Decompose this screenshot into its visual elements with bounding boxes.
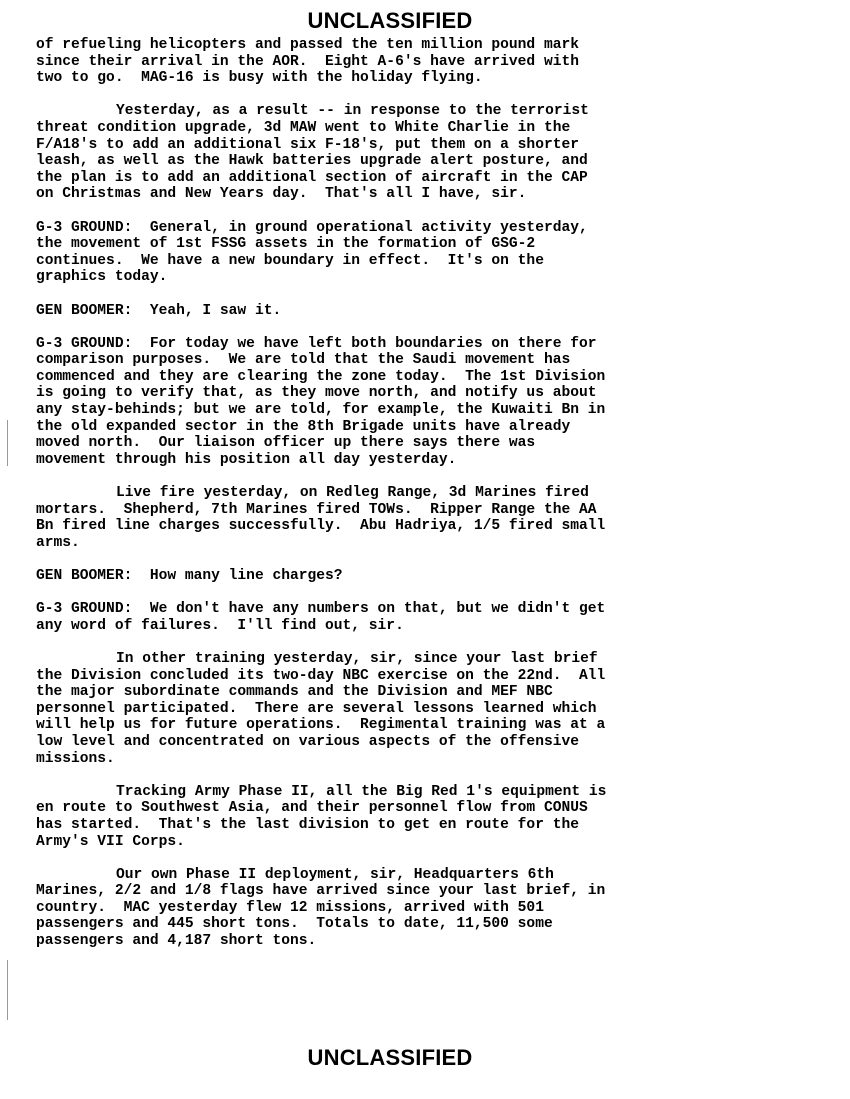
- transcript-body: [36, 37, 836, 966]
- transcript-line: the Division concluded its two-day NBC exercise on the 22nd. All: [36, 667, 606, 684]
- transcript-line: personnel participated. There are several lessons learned which: [36, 700, 597, 717]
- transcript-line: GEN BOOMER: How many line charges?: [36, 568, 343, 584]
- transcript-line: G-3 GROUND: For today we have left both boundaries on there for: [36, 335, 597, 352]
- transcript-line: any stay-behinds; but we are told, for example, the Kuwaiti Bn in: [36, 402, 606, 419]
- transcript-line: any word of failures. I'll find out, sir.: [36, 617, 404, 634]
- transcript-line: arms.: [36, 534, 80, 551]
- transcript-line: country. MAC yesterday flew 12 missions, arrived with 501: [36, 899, 544, 916]
- transcript-paragraph: [36, 103, 836, 203]
- transcript-line: Our own Phase II deployment, sir, Headquarters 6th: [116, 866, 554, 883]
- transcript-line: commenced and they are clearing the zone today. The 1st Division: [36, 368, 606, 385]
- transcript-line: Army's VII Corps.: [36, 833, 185, 850]
- transcript-line: moved north. Our liaison officer up there says there was: [36, 435, 536, 452]
- transcript-line: passengers and 4,187 short tons.: [36, 933, 317, 950]
- transcript-paragraph: [36, 336, 836, 469]
- transcript-line: low level and concentrated on various aspects of the offensive: [36, 733, 579, 750]
- transcript-line: has started. That's the last division to get en route for the: [36, 816, 579, 833]
- transcript-line: is going to verify that, as they move north, and notify us about: [36, 385, 597, 402]
- transcript-line: G-3 GROUND: We don't have any numbers on that, but we didn't get: [36, 601, 606, 618]
- transcript-line: Tracking Army Phase II, all the Big Red 1's equipment is: [116, 783, 607, 800]
- transcript-line: comparison purposes. We are told that the Saudi movement has: [36, 352, 571, 369]
- transcript-line: Bn fired line charges successfully. Abu Hadriya, 1/5 fired small: [36, 518, 606, 535]
- transcript-line: In other training yesterday, sir, since your last brief: [116, 650, 598, 667]
- transcript-paragraph: [36, 220, 836, 286]
- classification-footer: UNCLASSIFIED: [307, 1045, 473, 1070]
- transcript-line: the major subordinate commands and the Division and MEF NBC: [36, 684, 553, 701]
- transcript-paragraph: [36, 568, 836, 585]
- transcript-line: continues. We have a new boundary in effect. It's on the: [36, 252, 544, 269]
- transcript-line: leash, as well as the Hawk batteries upgrade alert posture, and: [36, 153, 588, 170]
- transcript-line: F/A18's to add an additional six F-18's, put them on a shorter: [36, 136, 579, 153]
- margin-mark: [7, 960, 8, 1020]
- transcript-line: Live fire yesterday, on Redleg Range, 3d Marines fired: [116, 485, 589, 502]
- transcript-line: on Christmas and New Years day. That's all I have, sir.: [36, 186, 527, 203]
- transcript-paragraph: [36, 651, 836, 767]
- transcript-line: Marines, 2/2 and 1/8 flags have arrived since your last brief, in: [36, 883, 606, 900]
- transcript-line: the movement of 1st FSSG assets in the formation of GSG-2: [36, 236, 536, 253]
- transcript-paragraph: [36, 784, 836, 850]
- transcript-line: Yesterday, as a result -- in response to the terrorist: [116, 103, 589, 120]
- transcript-line: two to go. MAG-16 is busy with the holiday flying.: [36, 70, 483, 87]
- transcript-line: mortars. Shepherd, 7th Marines fired TOWs. Ripper Range the AA: [36, 501, 597, 518]
- transcript-line: graphics today.: [36, 269, 168, 286]
- transcript-line: threat condition upgrade, 3d MAW went to White Charlie in the: [36, 119, 571, 136]
- transcript-line: en route to Southwest Asia, and their personnel flow from CONUS: [36, 800, 588, 817]
- transcript-paragraph: [36, 867, 836, 950]
- transcript-line: GEN BOOMER: Yeah, I saw it.: [36, 302, 282, 319]
- margin-mark: [7, 420, 8, 466]
- transcript-paragraph: [36, 37, 836, 87]
- transcript-paragraph: [36, 601, 836, 634]
- transcript-line: will help us for future operations. Regimental training was at a: [36, 717, 606, 734]
- classification-header: UNCLASSIFIED: [307, 8, 473, 33]
- transcript-line: missions.: [36, 750, 115, 767]
- transcript-paragraph: [36, 485, 836, 551]
- transcript-line: passengers and 445 short tons. Totals to date, 11,500 some: [36, 916, 553, 933]
- transcript-line: G-3 GROUND: General, in ground operational activity yesterday,: [36, 219, 588, 236]
- transcript-line: movement through his position all day yesterday.: [36, 451, 457, 468]
- transcript-line: the plan is to add an additional section of aircraft in the CAP: [36, 169, 588, 186]
- transcript-paragraph: [36, 303, 836, 320]
- transcript-line: of refueling helicopters and passed the ten million pound mark: [36, 37, 579, 53]
- transcript-line: since their arrival in the AOR. Eight A-6's have arrived with: [36, 53, 579, 70]
- transcript-line: the old expanded sector in the 8th Brigade units have already: [36, 418, 571, 435]
